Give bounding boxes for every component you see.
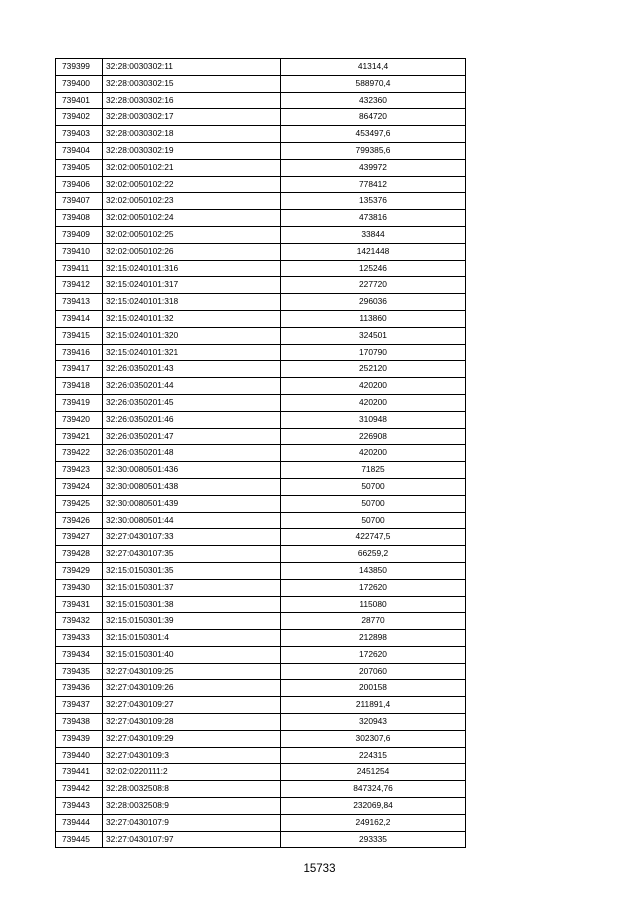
value-cell: 296036 bbox=[281, 294, 466, 311]
table-row bbox=[56, 495, 466, 512]
table-row bbox=[56, 680, 466, 697]
cadastral-number-cell: 32:28:0030302:18 bbox=[103, 126, 281, 143]
table-row bbox=[56, 730, 466, 747]
table-row bbox=[56, 428, 466, 445]
table-row bbox=[56, 831, 466, 848]
cadastral-number-cell: 32:02:0050102:24 bbox=[103, 210, 281, 227]
value-cell: 33844 bbox=[281, 226, 466, 243]
row-id-cell: 739418 bbox=[56, 378, 103, 395]
cadastral-number-cell: 32:28:0030302:11 bbox=[103, 59, 281, 76]
value-cell: 143850 bbox=[281, 562, 466, 579]
row-id-cell: 739400 bbox=[56, 75, 103, 92]
row-id-cell: 739427 bbox=[56, 529, 103, 546]
value-cell: 50700 bbox=[281, 478, 466, 495]
table-row bbox=[56, 277, 466, 294]
value-cell: 2451254 bbox=[281, 764, 466, 781]
table-row bbox=[56, 159, 466, 176]
table-row bbox=[56, 327, 466, 344]
value-cell: 50700 bbox=[281, 512, 466, 529]
table-row bbox=[56, 781, 466, 798]
table-row bbox=[56, 260, 466, 277]
row-id-cell: 739414 bbox=[56, 310, 103, 327]
cadastral-number-cell: 32:26:0350201:48 bbox=[103, 445, 281, 462]
row-id-cell: 739437 bbox=[56, 697, 103, 714]
cadastral-number-cell: 32:27:0430107:9 bbox=[103, 814, 281, 831]
row-id-cell: 739422 bbox=[56, 445, 103, 462]
row-id-cell: 739403 bbox=[56, 126, 103, 143]
cadastral-number-cell: 32:30:0080501:44 bbox=[103, 512, 281, 529]
value-cell: 420200 bbox=[281, 445, 466, 462]
row-id-cell: 739416 bbox=[56, 344, 103, 361]
table-row bbox=[56, 243, 466, 260]
cadastral-number-cell: 32:02:0050102:25 bbox=[103, 226, 281, 243]
value-cell: 200158 bbox=[281, 680, 466, 697]
value-cell: 66259,2 bbox=[281, 546, 466, 563]
value-cell: 432360 bbox=[281, 92, 466, 109]
row-id-cell: 739433 bbox=[56, 630, 103, 647]
table-row bbox=[56, 478, 466, 495]
value-cell: 453497,6 bbox=[281, 126, 466, 143]
row-id-cell: 739432 bbox=[56, 613, 103, 630]
value-cell: 778412 bbox=[281, 176, 466, 193]
cadastral-number-cell: 32:30:0080501:438 bbox=[103, 478, 281, 495]
value-cell: 172620 bbox=[281, 646, 466, 663]
value-cell: 232069,84 bbox=[281, 798, 466, 815]
value-cell: 71825 bbox=[281, 462, 466, 479]
cadastral-number-cell: 32:27:0430109:28 bbox=[103, 714, 281, 731]
cadastral-number-cell: 32:15:0240101:321 bbox=[103, 344, 281, 361]
table-row bbox=[56, 747, 466, 764]
cadastral-number-cell: 32:27:0430107:97 bbox=[103, 831, 281, 848]
table-row bbox=[56, 92, 466, 109]
row-id-cell: 739401 bbox=[56, 92, 103, 109]
cadastral-number-cell: 32:26:0350201:47 bbox=[103, 428, 281, 445]
cadastral-number-cell: 32:28:0030302:15 bbox=[103, 75, 281, 92]
table-row bbox=[56, 411, 466, 428]
value-cell: 799385,6 bbox=[281, 142, 466, 159]
value-cell: 226908 bbox=[281, 428, 466, 445]
table-row bbox=[56, 226, 466, 243]
cadastral-number-cell: 32:27:0430109:26 bbox=[103, 680, 281, 697]
row-id-cell: 739402 bbox=[56, 109, 103, 126]
cadastral-number-cell: 32:15:0150301:40 bbox=[103, 646, 281, 663]
cadastral-number-cell: 32:30:0080501:439 bbox=[103, 495, 281, 512]
value-cell: 125246 bbox=[281, 260, 466, 277]
table-row bbox=[56, 814, 466, 831]
cadastral-number-cell: 32:02:0050102:26 bbox=[103, 243, 281, 260]
value-cell: 113860 bbox=[281, 310, 466, 327]
row-id-cell: 739443 bbox=[56, 798, 103, 815]
cadastral-number-cell: 32:28:0032508:8 bbox=[103, 781, 281, 798]
row-id-cell: 739412 bbox=[56, 277, 103, 294]
row-id-cell: 739445 bbox=[56, 831, 103, 848]
row-id-cell: 739415 bbox=[56, 327, 103, 344]
table-row bbox=[56, 126, 466, 143]
row-id-cell: 739440 bbox=[56, 747, 103, 764]
table-row bbox=[56, 546, 466, 563]
table-row bbox=[56, 764, 466, 781]
value-cell: 135376 bbox=[281, 193, 466, 210]
value-cell: 847324,76 bbox=[281, 781, 466, 798]
table-row bbox=[56, 697, 466, 714]
row-id-cell: 739430 bbox=[56, 579, 103, 596]
value-cell: 207060 bbox=[281, 663, 466, 680]
row-id-cell: 739413 bbox=[56, 294, 103, 311]
table-row bbox=[56, 394, 466, 411]
cadastral-number-cell: 32:30:0080501:436 bbox=[103, 462, 281, 479]
value-cell: 170790 bbox=[281, 344, 466, 361]
row-id-cell: 739407 bbox=[56, 193, 103, 210]
table-row bbox=[56, 378, 466, 395]
cadastral-number-cell: 32:02:0050102:21 bbox=[103, 159, 281, 176]
row-id-cell: 739434 bbox=[56, 646, 103, 663]
cadastral-number-cell: 32:27:0430107:33 bbox=[103, 529, 281, 546]
row-id-cell: 739435 bbox=[56, 663, 103, 680]
table-row bbox=[56, 798, 466, 815]
table-row bbox=[56, 562, 466, 579]
row-id-cell: 739431 bbox=[56, 596, 103, 613]
cadastral-number-cell: 32:28:0032508:9 bbox=[103, 798, 281, 815]
table-row bbox=[56, 512, 466, 529]
row-id-cell: 739423 bbox=[56, 462, 103, 479]
cadastral-number-cell: 32:15:0240101:316 bbox=[103, 260, 281, 277]
page-number: 15733 bbox=[303, 863, 336, 875]
table-row bbox=[56, 310, 466, 327]
table-row bbox=[56, 109, 466, 126]
cadastral-number-cell: 32:27:0430109:25 bbox=[103, 663, 281, 680]
table-row bbox=[56, 193, 466, 210]
row-id-cell: 739417 bbox=[56, 361, 103, 378]
cadastral-number-cell: 32:15:0150301:37 bbox=[103, 579, 281, 596]
cadastral-number-cell: 32:15:0150301:39 bbox=[103, 613, 281, 630]
value-cell: 320943 bbox=[281, 714, 466, 731]
value-cell: 172620 bbox=[281, 579, 466, 596]
table-row bbox=[56, 613, 466, 630]
table-row bbox=[56, 445, 466, 462]
row-id-cell: 739399 bbox=[56, 59, 103, 76]
cadastral-number-cell: 32:27:0430109:3 bbox=[103, 747, 281, 764]
value-cell: 864720 bbox=[281, 109, 466, 126]
table-row bbox=[56, 646, 466, 663]
value-cell: 293335 bbox=[281, 831, 466, 848]
value-cell: 420200 bbox=[281, 378, 466, 395]
table-row bbox=[56, 294, 466, 311]
row-id-cell: 739419 bbox=[56, 394, 103, 411]
cadastral-number-cell: 32:28:0030302:16 bbox=[103, 92, 281, 109]
cadastral-number-cell: 32:15:0240101:320 bbox=[103, 327, 281, 344]
value-cell: 420200 bbox=[281, 394, 466, 411]
row-id-cell: 739429 bbox=[56, 562, 103, 579]
row-id-cell: 739411 bbox=[56, 260, 103, 277]
cadastral-number-cell: 32:02:0220111:2 bbox=[103, 764, 281, 781]
cadastral-number-cell: 32:15:0240101:318 bbox=[103, 294, 281, 311]
cadastral-number-cell: 32:26:0350201:46 bbox=[103, 411, 281, 428]
table-row bbox=[56, 142, 466, 159]
row-id-cell: 739439 bbox=[56, 730, 103, 747]
table-row bbox=[56, 630, 466, 647]
row-id-cell: 739436 bbox=[56, 680, 103, 697]
table-row bbox=[56, 75, 466, 92]
table-row bbox=[56, 361, 466, 378]
value-cell: 1421448 bbox=[281, 243, 466, 260]
row-id-cell: 739410 bbox=[56, 243, 103, 260]
value-cell: 324501 bbox=[281, 327, 466, 344]
row-id-cell: 739426 bbox=[56, 512, 103, 529]
table-body bbox=[56, 59, 466, 848]
row-id-cell: 739442 bbox=[56, 781, 103, 798]
cadastral-number-cell: 32:15:0240101:317 bbox=[103, 277, 281, 294]
cadastral-number-cell: 32:28:0030302:19 bbox=[103, 142, 281, 159]
value-cell: 50700 bbox=[281, 495, 466, 512]
cadastral-number-cell: 32:15:0150301:4 bbox=[103, 630, 281, 647]
value-cell: 227720 bbox=[281, 277, 466, 294]
cadastral-number-cell: 32:26:0350201:44 bbox=[103, 378, 281, 395]
row-id-cell: 739441 bbox=[56, 764, 103, 781]
table-row bbox=[56, 176, 466, 193]
table-row bbox=[56, 344, 466, 361]
cadastral-number-cell: 32:27:0430109:27 bbox=[103, 697, 281, 714]
cadastral-number-cell: 32:02:0050102:23 bbox=[103, 193, 281, 210]
cadastral-number-cell: 32:15:0150301:35 bbox=[103, 562, 281, 579]
table-row bbox=[56, 714, 466, 731]
value-cell: 473816 bbox=[281, 210, 466, 227]
row-id-cell: 739420 bbox=[56, 411, 103, 428]
value-cell: 211891,4 bbox=[281, 697, 466, 714]
value-cell: 41314,4 bbox=[281, 59, 466, 76]
row-id-cell: 739408 bbox=[56, 210, 103, 227]
cadastral-number-cell: 32:15:0150301:38 bbox=[103, 596, 281, 613]
table-row bbox=[56, 462, 466, 479]
value-cell: 224315 bbox=[281, 747, 466, 764]
row-id-cell: 739424 bbox=[56, 478, 103, 495]
value-cell: 115080 bbox=[281, 596, 466, 613]
table-row bbox=[56, 663, 466, 680]
row-id-cell: 739444 bbox=[56, 814, 103, 831]
table-row bbox=[56, 529, 466, 546]
row-id-cell: 739409 bbox=[56, 226, 103, 243]
row-id-cell: 739438 bbox=[56, 714, 103, 731]
value-cell: 422747,5 bbox=[281, 529, 466, 546]
value-cell: 588970,4 bbox=[281, 75, 466, 92]
value-cell: 249162,2 bbox=[281, 814, 466, 831]
value-cell: 252120 bbox=[281, 361, 466, 378]
row-id-cell: 739404 bbox=[56, 142, 103, 159]
value-cell: 439972 bbox=[281, 159, 466, 176]
row-id-cell: 739421 bbox=[56, 428, 103, 445]
value-cell: 302307,6 bbox=[281, 730, 466, 747]
cadastral-number-cell: 32:27:0430109:29 bbox=[103, 730, 281, 747]
value-cell: 28770 bbox=[281, 613, 466, 630]
cadastral-number-cell: 32:02:0050102:22 bbox=[103, 176, 281, 193]
row-id-cell: 739428 bbox=[56, 546, 103, 563]
row-id-cell: 739406 bbox=[56, 176, 103, 193]
row-id-cell: 739425 bbox=[56, 495, 103, 512]
cadastral-number-cell: 32:27:0430107:35 bbox=[103, 546, 281, 563]
cadastral-number-cell: 32:28:0030302:17 bbox=[103, 109, 281, 126]
cadastral-value-table bbox=[55, 58, 466, 848]
value-cell: 310948 bbox=[281, 411, 466, 428]
table-row bbox=[56, 59, 466, 76]
table-row bbox=[56, 579, 466, 596]
value-cell: 212898 bbox=[281, 630, 466, 647]
table-row bbox=[56, 210, 466, 227]
row-id-cell: 739405 bbox=[56, 159, 103, 176]
cadastral-number-cell: 32:26:0350201:43 bbox=[103, 361, 281, 378]
cadastral-number-cell: 32:15:0240101:32 bbox=[103, 310, 281, 327]
table-row bbox=[56, 596, 466, 613]
cadastral-number-cell: 32:26:0350201:45 bbox=[103, 394, 281, 411]
